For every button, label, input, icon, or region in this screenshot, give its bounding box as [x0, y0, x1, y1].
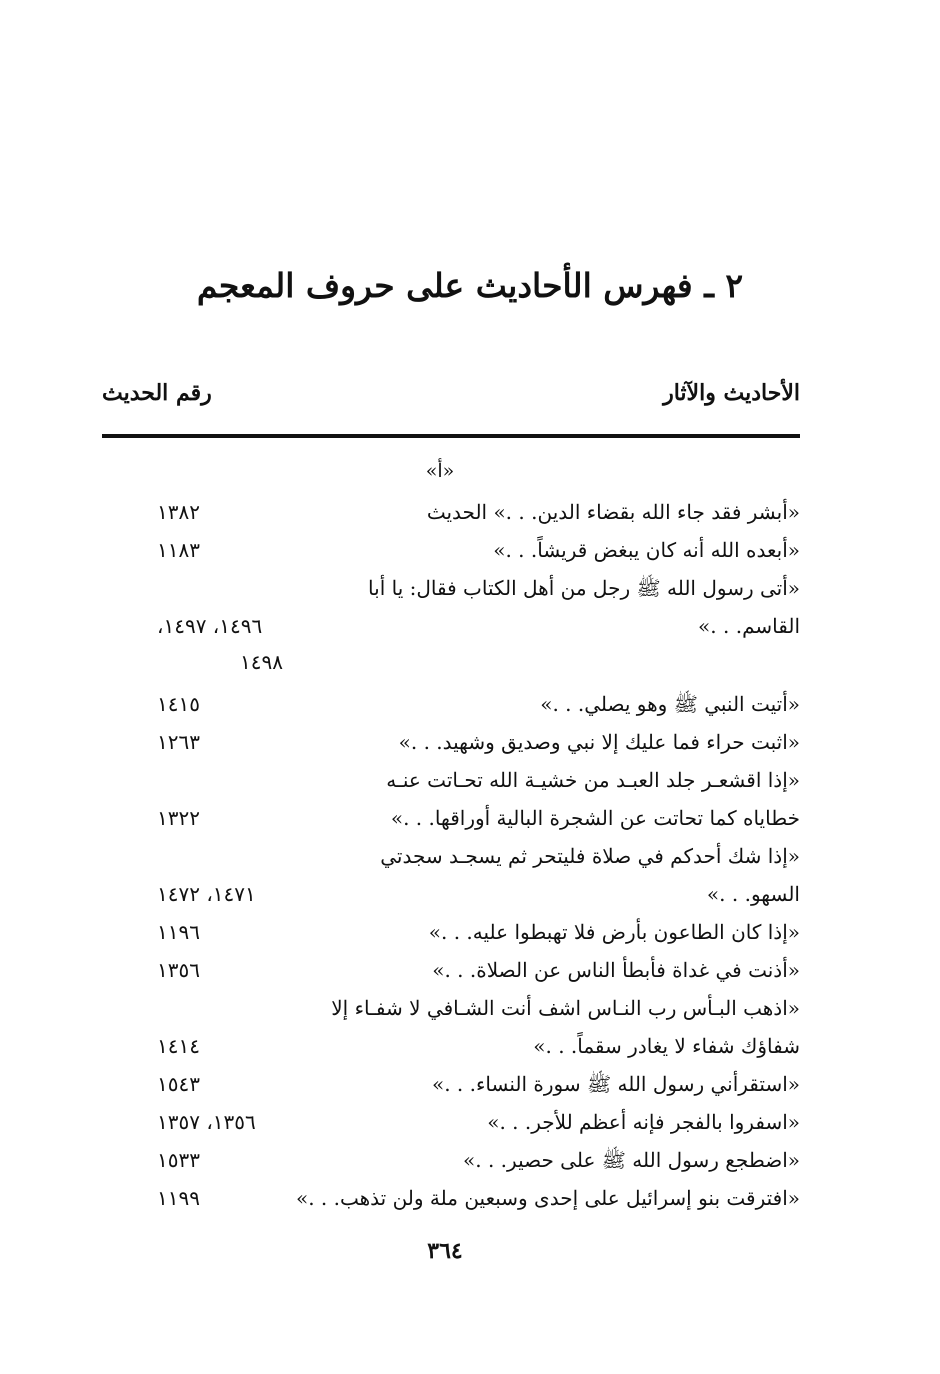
entry-line: «اثبت حراء فما عليك إلا نبي وصديق وشهيد. . .» [398, 730, 800, 754]
entry-number: ١١٨٣ [157, 538, 200, 562]
entry-line: السهو. . .» [706, 882, 800, 906]
entry-line: «إذا شك أحدكم في صلاة فليتحر ثم يسجـد سجدتي [380, 844, 800, 868]
header-divider [102, 434, 800, 438]
entry-line: «افترقت بنو إسرائيل على إحدى وسبعين ملة ولن تذهب. . .» [295, 1186, 800, 1210]
entry-line: «أتيت النبي ﷺ وهو يصلي. . .» [540, 692, 800, 716]
entry-line: «أبعده الله أنه كان يبغض قريشاً. . .» [493, 538, 800, 562]
entry-line: «اسفروا بالفجر فإنه أعظم للأجر. . .» [487, 1110, 800, 1134]
column-header-hadith: الأحاديث والآثار [663, 380, 800, 406]
entry-number: ١٤٩٦، ١٤٩٧، [157, 614, 263, 638]
entry-number: ١١٩٦ [157, 920, 200, 944]
entry-line: «أبشر فقد جاء الله بقضاء الدين. . .» الحديث [426, 500, 800, 524]
entry-number: ١٥٤٣ [157, 1072, 200, 1096]
entry-line: «أتى رسول الله ﷺ رجل من أهل الكتاب فقال: يا أبا [368, 576, 800, 600]
entry-number: ١٣٥٦، ١٣٥٧ [157, 1110, 256, 1134]
entry-number: ١٤١٥ [157, 692, 200, 716]
entry-number: ١٤٩٨ [240, 650, 283, 674]
entry-line: القاسم. . .» [698, 614, 800, 638]
entry-line: «إذا كان الطاعون بأرض فلا تهبطوا عليه. . .» [428, 920, 800, 944]
entry-line: «إذا اقشعـر جلد العبـد من خشيـة الله تحـاتت عنـه [386, 768, 800, 792]
entry-line: «اضطجع رسول الله ﷺ على حصير. . .» [463, 1148, 800, 1172]
entry-line: خطاياه كما تحاتت عن الشجرة البالية أوراقها. . .» [390, 806, 800, 830]
entry-number: ١١٩٩ [157, 1186, 200, 1210]
index-title: ٢ ـ فهرس الأحاديث على حروف المعجم [196, 266, 744, 305]
page-number: ٣٦٤ [427, 1238, 463, 1264]
entry-line: شفاؤك شفاء لا يغادر سقماً. . .» [533, 1034, 800, 1058]
entry-number: ١٥٣٣ [157, 1148, 200, 1172]
column-header-number: رقم الحديث [102, 380, 212, 406]
entry-number: ١٣٥٦ [157, 958, 200, 982]
entry-number: ١٣٨٢ [157, 500, 200, 524]
entry-number: ١٤١٤ [157, 1034, 200, 1058]
section-letter: «أ» [425, 460, 455, 482]
entry-line: «أذنت في غداة فأبطأ الناس عن الصلاة. . .» [432, 958, 800, 982]
entry-line: «استقرأني رسول الله ﷺ سورة النساء. . .» [431, 1072, 800, 1096]
entry-line: «اذهب البـأس رب النـاس اشف أنت الشـافي لا شفـاء إلا [331, 996, 800, 1020]
entry-number: ١٣٢٢ [157, 806, 200, 830]
entry-number: ١٤٧١، ١٤٧٢ [157, 882, 256, 906]
entry-number: ١٢٦٣ [157, 730, 200, 754]
